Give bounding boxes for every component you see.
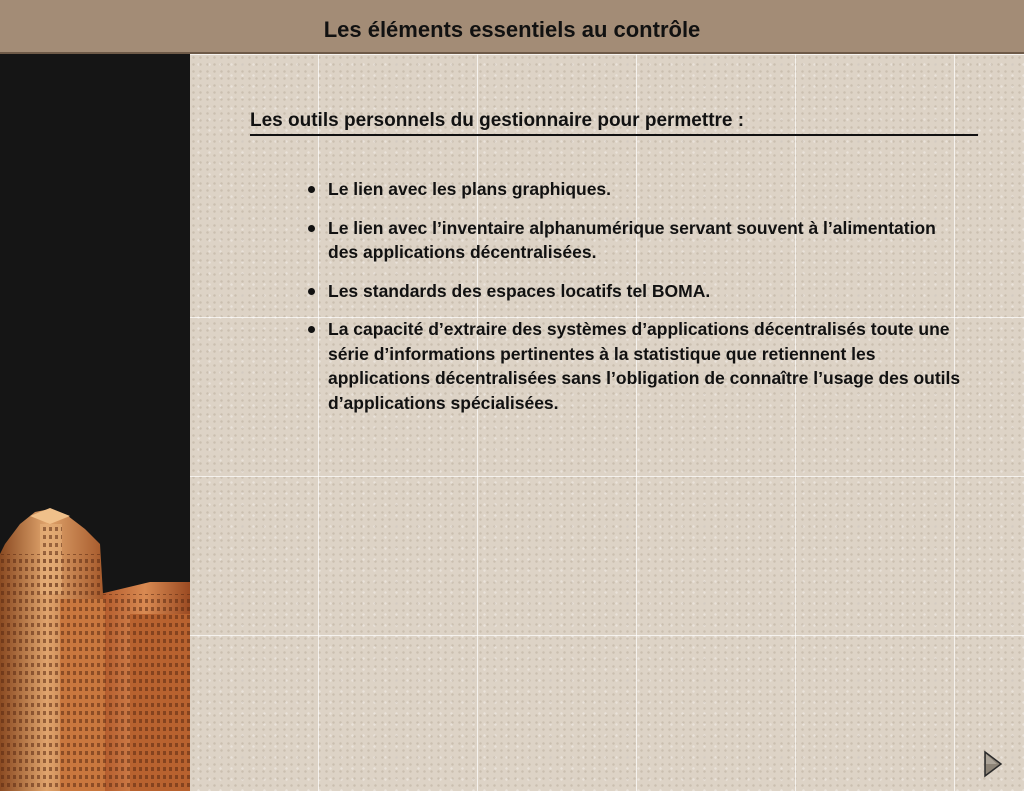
- title-bar: [0, 0, 1024, 54]
- grid-line: [190, 54, 1024, 55]
- left-decorative-panel: [0, 54, 190, 791]
- bullet-icon: [308, 288, 315, 295]
- bullet-item: [305, 177, 965, 202]
- bullet-item: [305, 279, 965, 304]
- bullet-text: La capacité d’extraire des systèmes d’applications décentralisés toute une série d’informations pertinentes à la statistique que retiennent les applications décentralisées sans l’obligation de connaître l’usage des outils d’applications spécialisées.: [328, 319, 961, 413]
- bullet-text: Les standards des espaces locatifs tel BOMA.: [328, 280, 711, 301]
- bullet-text: Le lien avec les plans graphiques.: [328, 179, 612, 199]
- grid-line: [190, 635, 1024, 636]
- bullet-icon: [308, 225, 315, 232]
- bullet-item: [305, 216, 965, 265]
- skyscraper-image: [0, 54, 190, 791]
- bullet-icon: [308, 326, 315, 333]
- triangle-right-icon: [983, 750, 1003, 778]
- section-heading: Les outils personnels du gestionnaire pour permettre :: [250, 110, 978, 136]
- bullet-icon: [308, 186, 315, 193]
- grid-line: [190, 476, 1024, 477]
- bullet-text: Le lien avec l’inventaire alphanumérique servant souvent à l’alimentation des applications décentralisées.: [328, 217, 936, 262]
- bullet-list: [305, 177, 965, 429]
- bullet-item: [305, 317, 965, 415]
- slide-title: Les éléments essentiels au contrôle: [323, 17, 701, 42]
- next-slide-button[interactable]: [983, 750, 1003, 778]
